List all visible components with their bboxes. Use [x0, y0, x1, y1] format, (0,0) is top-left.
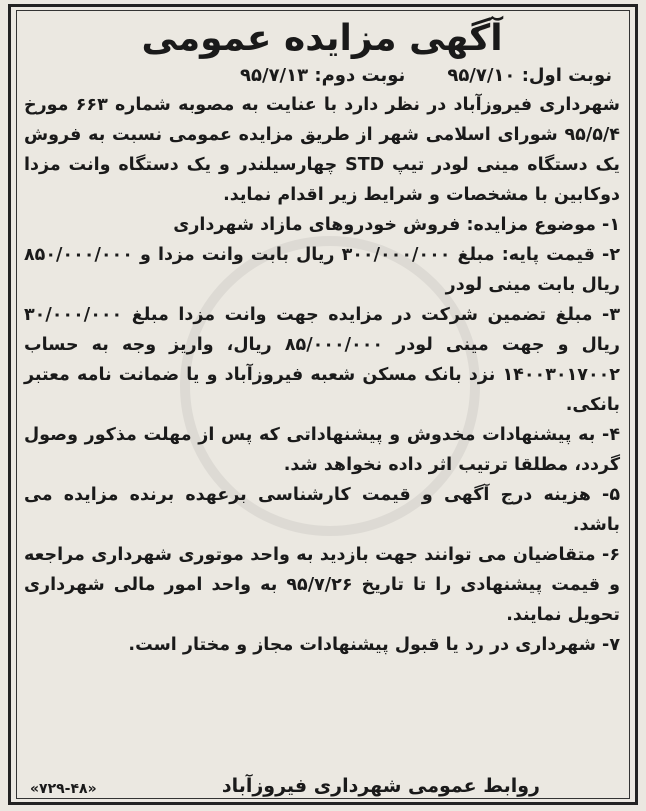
intro-paragraph: شهرداری فیروزآباد در نظر دارد با عنایت به مصوبه شماره ۶۶۳ مورخ ۹۵/۵/۴ شورای اسلامی شهر از طریق مزایده عمومی نسبت به فروش یک دستگاه مینی لودر تیپ STD چهارسیلندر و یک دستگاه وانت مزدا دوکابین با مشخصات و شرایط زیر اقدام نماید. [24, 95, 620, 205]
condition-item-3: ۳- مبلغ تضمین شرکت در مزایده جهت وانت مزدا مبلغ ۳۰/۰۰۰/۰۰۰ ریال و جهت مینی لودر ۸۵/۰۰۰/۰۰۰ ریال، واریز وجه به حساب ۱۴۰۰۳۰۱۷۰۰۲ نزد بانک مسکن شعبه فیروزآباد و یا ضمانت نامه معتبر بانکی. [24, 305, 620, 415]
condition-item-5: ۵- هزینه درج آگهی و قیمت کارشناسی برعهده برنده مزایده می باشد. [24, 485, 620, 535]
condition-item-1: ۱- موضوع مزایده: فروش خودروهای مازاد شهرداری [173, 215, 620, 235]
signature: روابط عمومی شهرداری فیروزآباد [221, 775, 540, 797]
ad-code: «۷۲۹-۴۸» [30, 781, 97, 797]
publication-schedule [24, 65, 620, 86]
condition-item-4: ۴- به پیشنهادات مخدوش و پیشنهاداتی که پس از مهلت مذکور وصول گردد، مطلقا ترتیب اثر داده نخواهد شد. [24, 425, 620, 475]
condition-item-7: ۷- شهرداری در رد یا قبول پیشنهادات مجاز و مختار است. [128, 635, 620, 655]
first-round-date: نوبت اول: ۹۵/۷/۱۰ [447, 65, 612, 86]
second-round-date: نوبت دوم: ۹۵/۷/۱۳ [240, 65, 406, 86]
notice-footer [24, 767, 620, 797]
condition-item-6: ۶- متقاضیان می توانند جهت بازدید به واحد موتوری شهرداری مراجعه و قیمت پیشنهادی را تا تاریخ ۹۵/۷/۲۶ به واحد امور مالی شهرداری تحویل نمایند. [24, 545, 621, 625]
notice-content [24, 14, 620, 797]
condition-item-2: ۲- قیمت پایه: مبلغ ۳۰۰/۰۰۰/۰۰۰ ریال بابت وانت مزدا و ۸۵۰/۰۰۰/۰۰۰ ریال بابت مینی لودر [24, 245, 620, 295]
notice-title: آگهی مزایده عمومی [141, 18, 503, 59]
